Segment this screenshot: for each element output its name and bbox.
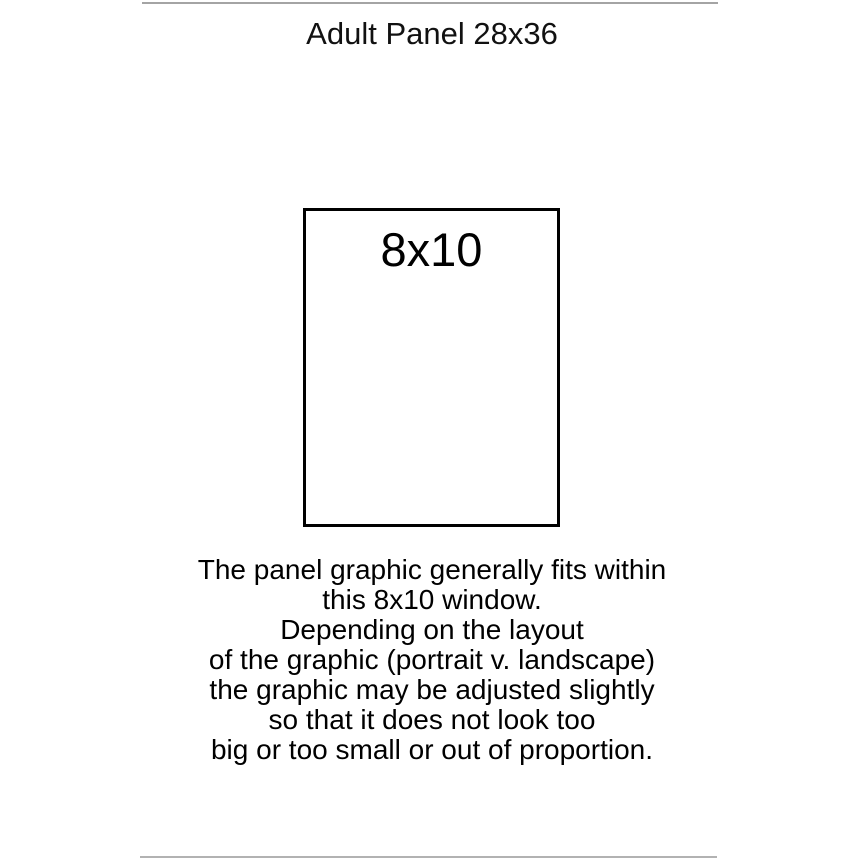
page-bottom-edge-line [140,856,717,858]
panel-description [0,555,864,765]
window-size-label: 8x10 [380,223,483,276]
description-line: The panel graphic generally fits within [197,554,667,585]
panel-window-box [303,208,560,527]
page-title: Adult Panel 28x36 [306,16,558,51]
description-line: big or too small or out of proportion. [210,734,653,765]
description-line: the graphic may be adjusted slightly [209,674,655,705]
description-line: Depending on the layout [280,614,584,645]
description-line: of the graphic (portrait v. landscape) [208,644,656,675]
description-line: this 8x10 window. [322,584,542,615]
description-line: so that it does not look too [268,704,596,735]
page-top-edge-line [142,2,718,4]
